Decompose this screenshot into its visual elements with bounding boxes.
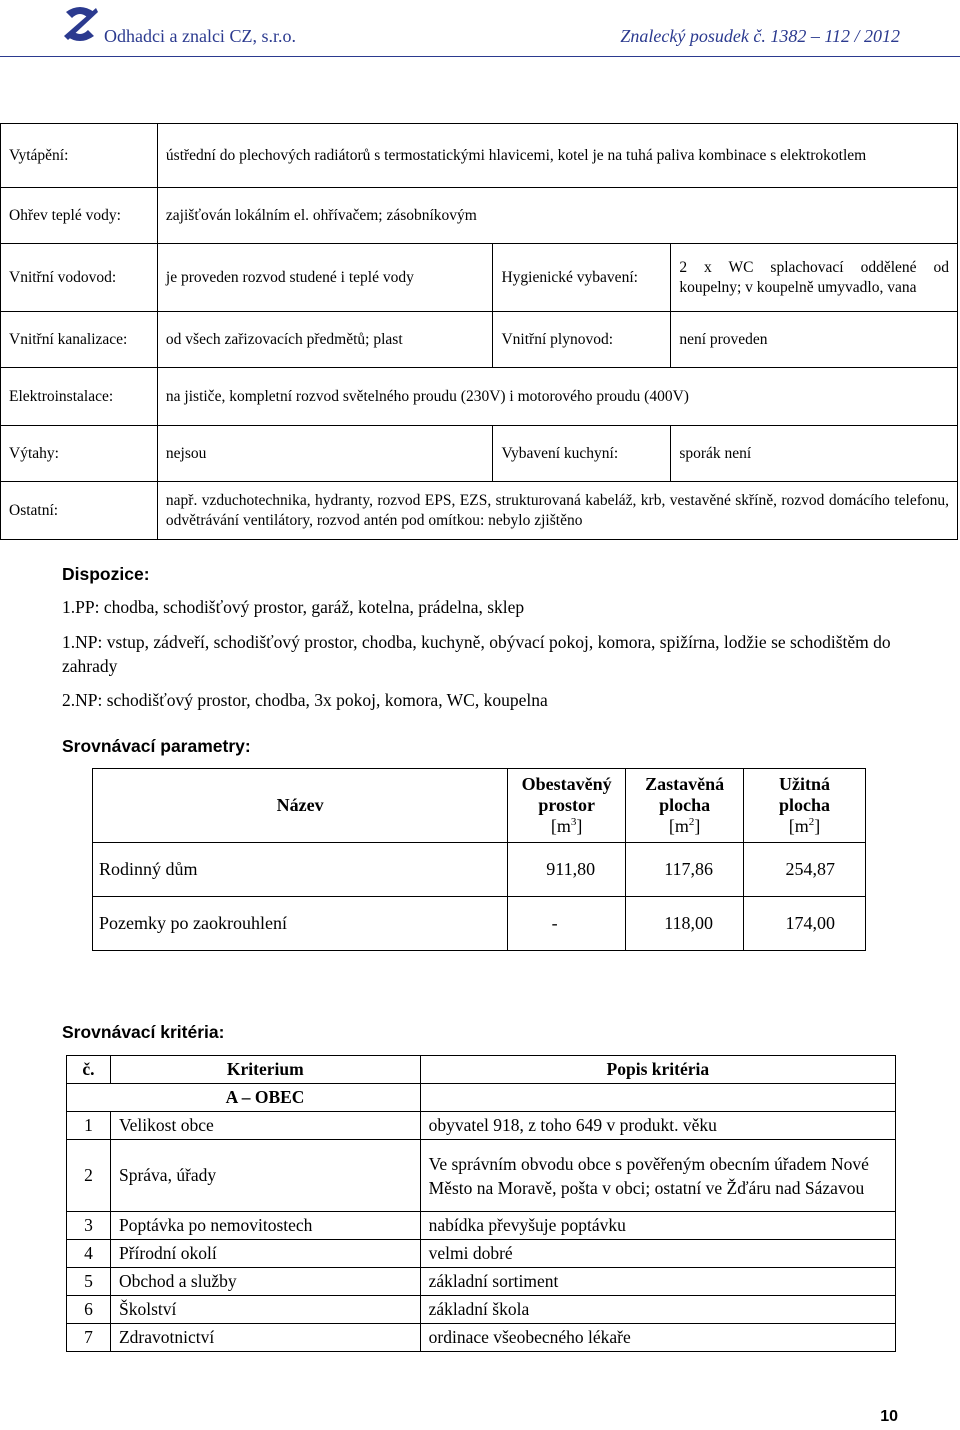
col-built: Obestavěný prostor $[m^3]$ bbox=[508, 769, 626, 843]
table-row bbox=[1, 124, 958, 188]
col-description: Popis kritéria bbox=[420, 1056, 895, 1084]
row-no: 6 bbox=[67, 1296, 111, 1324]
table-row bbox=[67, 1112, 896, 1140]
layout-line-2: 1.NP: vstup, zádveří, schodišťový prostor, chodba, kuchyně, obývací pokoj, komora, spižírna, lodžie se schodištěm do zahrady bbox=[62, 632, 891, 676]
layout-title: Dispozice: bbox=[62, 564, 150, 584]
sewer-value: od všech zařizovacích předmětů; plast bbox=[157, 312, 493, 368]
gas-label: Vnitřní plynovod: bbox=[493, 312, 671, 368]
row-no: 3 bbox=[67, 1212, 111, 1240]
col-criterion: Kriterium bbox=[110, 1056, 420, 1084]
kitchen-value: sporák není bbox=[671, 426, 958, 482]
params-title: Srovnávací parametry: bbox=[62, 736, 251, 756]
table-row bbox=[67, 1240, 896, 1268]
report-number: Znalecký posudek č. 1382 – 112 / 2012 bbox=[620, 26, 900, 46]
row-description: základní škola bbox=[420, 1296, 895, 1324]
electric-value: na jističe, kompletní rozvod světelného proudu (230V) i motorového proudu (400V) bbox=[157, 368, 957, 426]
row-description: Ve správním obvodu obce s pověřeným obecním úřadem Nové Město na Moravě, pošta v obci; ostatní ve Žďáru nad Sázavou bbox=[420, 1140, 895, 1212]
other-value: např. vzduchotechnika, hydranty, rozvod EPS, EZS, strukturovaná kabeláž, krb, vestavěné skříně, rozvod domácího telefonu, odvětrávání ventilátory, rozvod antén pod omítkou: nebylo zjištěno bbox=[157, 482, 957, 540]
row-criterion: Školství bbox=[110, 1296, 420, 1324]
table-row bbox=[1, 188, 958, 244]
col-built-area: Zastavěná plocha $[m^2]$ bbox=[626, 769, 744, 843]
lifts-value: nejsou bbox=[157, 426, 493, 482]
row-no: 5 bbox=[67, 1268, 111, 1296]
header-divider bbox=[0, 56, 960, 57]
water-value: je proveden rozvod studené i teplé vody bbox=[157, 244, 493, 312]
col-usable-area: Užitná plocha $[m^2]$ bbox=[744, 769, 866, 843]
table-row bbox=[1, 312, 958, 368]
hygiene-value: 2 x WC splachovací oddělené od koupelny; v koupelně umyvadlo, vana bbox=[671, 244, 958, 312]
heating-value: ústřední do plechových radiátorů s termostatickými hlavicemi, kotel je na tuhá paliva kombinace s elektrokotlem bbox=[157, 124, 957, 188]
row-criterion: Správa, úřady bbox=[110, 1140, 420, 1212]
row-description: obyvatel 918, z toho 649 v produkt. věku bbox=[420, 1112, 895, 1140]
criteria-table bbox=[66, 1055, 896, 1352]
table-row bbox=[67, 1084, 896, 1112]
table-row bbox=[93, 843, 866, 897]
row-criterion: Obchod a služby bbox=[110, 1268, 420, 1296]
layout-line-1: 1.PP: chodba, schodišťový prostor, garáž, kotelna, prádelna, sklep bbox=[62, 597, 525, 617]
table-row bbox=[93, 897, 866, 951]
other-label: Ostatní: bbox=[1, 482, 158, 540]
hot-water-value: zajišťován lokálním el. ohřívačem; zásobníkovým bbox=[157, 188, 957, 244]
col-no: č. bbox=[67, 1056, 111, 1084]
row-use: 254,87 bbox=[744, 843, 866, 897]
row-criterion: Velikost obce bbox=[110, 1112, 420, 1140]
row-no: 1 bbox=[67, 1112, 111, 1140]
sewer-label: Vnitřní kanalizace: bbox=[1, 312, 158, 368]
layout-line-3: 2.NP: schodišťový prostor, chodba, 3x pokoj, komora, WC, koupelna bbox=[62, 690, 548, 710]
table-row bbox=[67, 1296, 896, 1324]
hygiene-label: Hygienické vybavení: bbox=[493, 244, 671, 312]
table-row bbox=[67, 1056, 896, 1084]
row-area: 118,00 bbox=[626, 897, 744, 951]
row-name: Pozemky po zaokrouhlení bbox=[93, 897, 508, 951]
table-row bbox=[67, 1140, 896, 1212]
table-row bbox=[1, 482, 958, 540]
row-criterion: Zdravotnictví bbox=[110, 1324, 420, 1352]
table-row bbox=[67, 1268, 896, 1296]
water-label: Vnitřní vodovod: bbox=[1, 244, 158, 312]
row-description: ordinace všeobecného lékaře bbox=[420, 1324, 895, 1352]
row-area: 117,86 bbox=[626, 843, 744, 897]
company-logo bbox=[58, 2, 102, 46]
heating-label: Vytápění: bbox=[1, 124, 158, 188]
row-description: velmi dobré bbox=[420, 1240, 895, 1268]
row-name: Rodinný dům bbox=[93, 843, 508, 897]
page-number: 10 bbox=[880, 1408, 898, 1425]
table-row bbox=[1, 426, 958, 482]
col-name: Název bbox=[93, 769, 508, 843]
company-name: Odhadci a znalci CZ, s.r.o. bbox=[104, 26, 296, 46]
row-use: 174,00 bbox=[744, 897, 866, 951]
kitchen-label: Vybavení kuchyní: bbox=[493, 426, 671, 482]
criteria-group: A – OBEC bbox=[110, 1084, 420, 1112]
table-row bbox=[93, 769, 866, 843]
row-criterion: Poptávka po nemovitostech bbox=[110, 1212, 420, 1240]
table-row bbox=[67, 1212, 896, 1240]
row-description: nabídka převyšuje poptávku bbox=[420, 1212, 895, 1240]
criteria-title: Srovnávací kritéria: bbox=[62, 1022, 225, 1042]
hot-water-label: Ohřev teplé vody: bbox=[1, 188, 158, 244]
gas-value: není proveden bbox=[671, 312, 958, 368]
table-row bbox=[1, 368, 958, 426]
electric-label: Elektroinstalace: bbox=[1, 368, 158, 426]
row-no: 2 bbox=[67, 1140, 111, 1212]
row-criterion: Přírodní okolí bbox=[110, 1240, 420, 1268]
row-built: - bbox=[508, 897, 626, 951]
row-built: 911,80 bbox=[508, 843, 626, 897]
row-no: 4 bbox=[67, 1240, 111, 1268]
row-description: základní sortiment bbox=[420, 1268, 895, 1296]
params-table bbox=[92, 768, 866, 951]
table-row bbox=[1, 244, 958, 312]
lifts-label: Výtahy: bbox=[1, 426, 158, 482]
properties-table bbox=[0, 123, 958, 540]
table-row bbox=[67, 1324, 896, 1352]
row-no: 7 bbox=[67, 1324, 111, 1352]
